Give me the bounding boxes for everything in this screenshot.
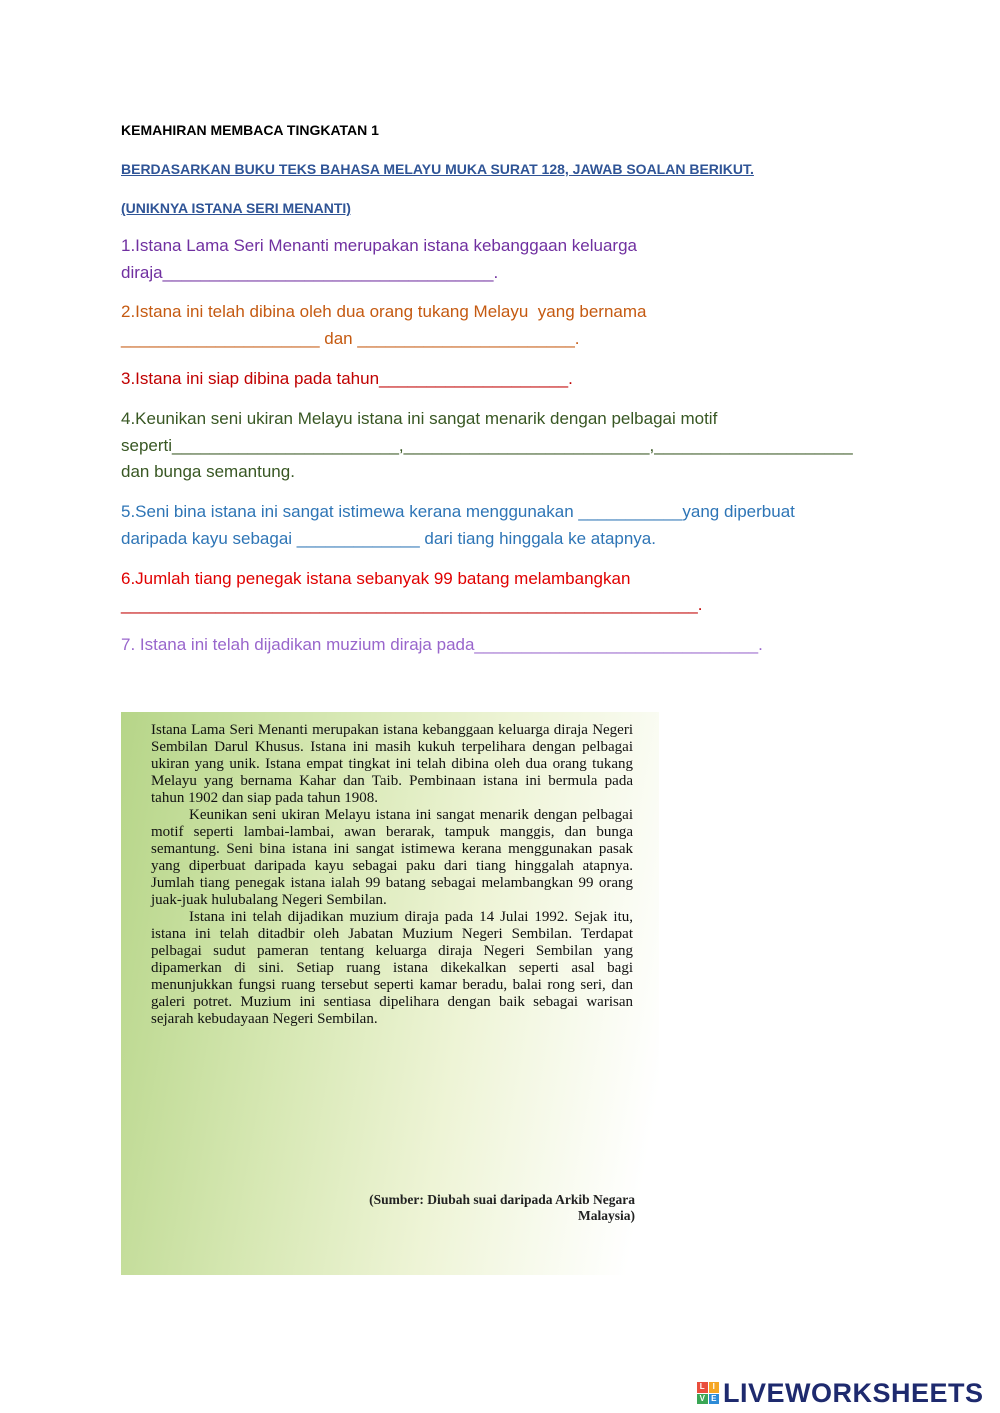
liveworksheets-logo-text: LIVEWORKSHEETS <box>723 1377 984 1408</box>
question-6-answer-line[interactable]: _____________________________________________________________. <box>121 595 703 614</box>
question-4-line-1: 4.Keunikan seni ukiran Melayu istana ini sangat menarik dengan pelbagai motif <box>121 409 718 428</box>
passage-paragraph-2: Keunikan seni ukiran Melayu istana ini sangat menarik dengan pelbagai motif seperti lambai-lambai, awan berarak, tampuk manggis, dan bunga semantung. Seni bina istana ini sangat istimewa kerana menggunakan pasak yang diperbuat daripada kayu sebagai paku dari tiang hinggalah atapnya. Jumlah tiang penegak istana ialah 99 batang sebagai melambangkan 99 orang juak-juak hulubalang Negeri Sembilan. <box>151 807 633 908</box>
question-1-line-1: 1.Istana Lama Seri Menanti merupakan istana kebanggaan keluarga <box>121 236 638 255</box>
passage-paragraph-1: Istana Lama Seri Menanti merupakan istana kebanggaan keluarga diraja Negeri Sembilan Darul Khusus. Istana ini masih kukuh terpelihara dengan pelbagai ukiran yang unik. Istana empat tingkat ini telah dibina oleh dua orang tukang Melayu yang bernama Kahar dan Taib. Pembinaan istana ini bermula pada tahun 1902 dan siap pada tahun 1908. <box>151 722 633 806</box>
passage-text <box>151 722 633 1028</box>
logo-letter-l: L <box>697 1382 708 1393</box>
question-2-answer-line[interactable]: _____________________ dan _______________________. <box>121 329 580 348</box>
question-4-answer-line[interactable]: seperti________________________,__________________________,_____________________ <box>121 436 853 455</box>
question-7[interactable]: 7. Istana ini telah dijadikan muzium diraja pada______________________________. <box>121 635 763 654</box>
question-2-line-1: 2.Istana ini telah dibina oleh dua orang tukang Melayu yang bernama <box>121 302 647 321</box>
logo-letter-i: I <box>709 1382 720 1393</box>
question-4-line-3: dan bunga semantung. <box>121 462 295 481</box>
question-6-line-1: 6.Jumlah tiang penegak istana sebanyak 99 batang melambangkan <box>121 569 631 588</box>
passage-paragraph-3: Istana ini telah dijadikan muzium diraja pada 14 Julai 1992. Sejak itu, istana ini telah ditadbir oleh Jabatan Muzium Negeri Sembilan. Terdapat pelbagai sudut pameran tentang keluarga diraja Negeri Sembilan yang dipamerkan di sini. Setiap ruang istana dikekalkan seperti asal bagi menunjukkan fungsi ruang tersebut seperti kamar beradu, balai rong seri, dan galeri potret. Muzium ini sentiasa dipelihara dengan baik sebagai warisan sejarah kebudayaan Negeri Sembilan. <box>151 909 633 1027</box>
question-1-answer-line[interactable]: diraja___________________________________. <box>121 263 499 282</box>
liveworksheets-logo-icon <box>697 1382 719 1404</box>
worksheet-instruction: BERDASARKAN BUKU TEKS BAHASA MELAYU MUKA SURAT 128, JAWAB SOALAN BERIKUT. <box>121 161 754 177</box>
worksheet-subtitle: (UNIKNYA ISTANA SERI MENANTI) <box>121 200 351 216</box>
textbook-passage-image <box>121 712 659 1275</box>
logo-letter-e: E <box>709 1394 720 1405</box>
liveworksheets-logo <box>697 1378 984 1408</box>
worksheet-title: KEMAHIRAN MEMBACA TINGKATAN 1 <box>121 122 379 138</box>
question-3[interactable]: 3.Istana ini siap dibina pada tahun____________________. <box>121 369 573 388</box>
logo-letter-v: V <box>697 1394 708 1405</box>
question-5-line-1[interactable]: 5.Seni bina istana ini sangat istimewa kerana menggunakan ___________yang diperbuat <box>121 502 795 521</box>
passage-source: (Sumber: Diubah suai daripada Arkib Negara Malaysia) <box>369 1192 635 1223</box>
question-5-line-2[interactable]: daripada kayu sebagai _____________ dari tiang hinggala ke atapnya. <box>121 529 656 548</box>
